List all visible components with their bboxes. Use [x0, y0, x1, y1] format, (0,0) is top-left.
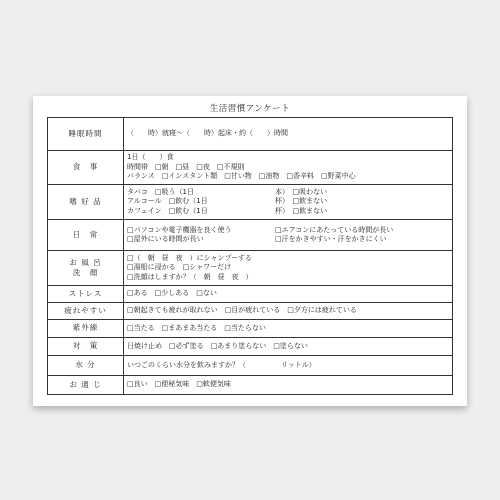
- water-line: いつごのくらい水分を飲みますか？（ リットル）: [127, 360, 316, 369]
- row-preference: [48, 185, 453, 220]
- content-daily: [124, 220, 453, 251]
- survey-title: 生活習慣アンケート: [209, 104, 291, 114]
- content-stress: [124, 286, 453, 303]
- row-uvcare: [48, 338, 453, 356]
- label-uvcare: 対 策: [48, 338, 124, 356]
- label-bowel: お 通 じ: [48, 376, 124, 395]
- content-uv: [124, 320, 453, 338]
- daily-sweat: □汗をかきやすい・汗をかきにくい: [275, 235, 387, 243]
- daily-line-2: [127, 235, 449, 244]
- row-water: [48, 356, 453, 376]
- label-stress: ストレス: [48, 286, 124, 303]
- content-uvcare: [124, 338, 453, 356]
- row-stress: [48, 286, 453, 303]
- content-meal: [124, 151, 453, 185]
- sleep-line: （ 時）就寝～（ 時）起床・約（ ）時間: [127, 129, 288, 138]
- content-bath: [124, 251, 453, 286]
- content-fatigue: [124, 303, 453, 320]
- label-daily: 日 常: [48, 220, 124, 251]
- label-water: 水 分: [48, 356, 124, 376]
- bath-face: □洗顔はしますか？（ 朝 昼 夜 ）: [127, 272, 253, 281]
- preference-tobacco-b: 本） □吸わない: [275, 187, 328, 196]
- content-preference: [124, 185, 453, 220]
- label-bath-1: お 風 呂: [69, 257, 102, 267]
- stress-line: □ある □少しある □ない: [127, 289, 217, 298]
- uvcare-line: 日焼け止め □必ず塗る □あまり塗らない □塗らない: [127, 341, 308, 350]
- label-uv: 紫外線: [48, 320, 124, 338]
- survey-card: [33, 96, 467, 406]
- label-fatigue: 疲れやすい: [48, 303, 124, 320]
- daily-outdoors: □屋外にいる時間が長い: [127, 235, 204, 243]
- preference-alcohol-a: アルコール □飲む（1日: [127, 197, 208, 206]
- preference-caffeine-b: 杯） □飲まない: [275, 206, 328, 215]
- content-sleep: [124, 118, 453, 151]
- bowel-line: □良い □便秘気味 □軟便気味: [127, 380, 231, 389]
- meal-line-balance: バランス □インスタント類 □甘い物 □油物 □香辛料 □野菜中心: [127, 172, 356, 181]
- meal-line-count: 1日（ ）食: [127, 153, 174, 162]
- daily-line-1: [127, 226, 449, 235]
- row-bath: [48, 251, 453, 286]
- daily-aircon: □エアコンにあたっている時間が長い: [275, 225, 394, 234]
- fatigue-line: □朝起きても疲れが取れない □目が疲れている □夕方には疲れている: [127, 306, 357, 315]
- preference-alcohol: [127, 197, 449, 206]
- label-bath-2: 洗 顔: [72, 268, 99, 277]
- content-bowel: [124, 376, 453, 395]
- label-bath: [48, 251, 124, 286]
- row-sleep: [48, 118, 453, 151]
- preference-caffeine: [127, 207, 449, 216]
- preference-tobacco: [127, 188, 449, 197]
- label-meal: 食 事: [48, 151, 124, 185]
- preference-tobacco-a: タバコ □吸う（1日: [127, 187, 194, 196]
- row-meal: [48, 151, 453, 185]
- row-bowel: [48, 376, 453, 395]
- daily-devices: □パソコンや電子機器を良く使う: [127, 225, 232, 234]
- survey-table: [47, 117, 453, 395]
- preference-caffeine-a: カフェイン □飲む（1日: [127, 206, 208, 215]
- row-daily: [48, 220, 453, 251]
- bath-shampoo: □（ 朝 昼 夜 ）にシャンプーする: [127, 253, 252, 262]
- label-preference: 嗜 好 品: [48, 185, 124, 220]
- row-uv: [48, 320, 453, 338]
- bath-tub: □湯船に浸かる □シャワーだけ: [127, 263, 232, 272]
- meal-line-time: 時間帯 □朝 □昼 □夜 □不規則: [127, 162, 245, 171]
- preference-alcohol-b: 杯） □飲まない: [275, 197, 328, 206]
- content-water: [124, 356, 453, 376]
- row-fatigue: [48, 303, 453, 320]
- label-sleep: 睡眠時間: [48, 118, 124, 151]
- uv-line: □当たる □まあまあ当たる □当たらない: [127, 323, 266, 332]
